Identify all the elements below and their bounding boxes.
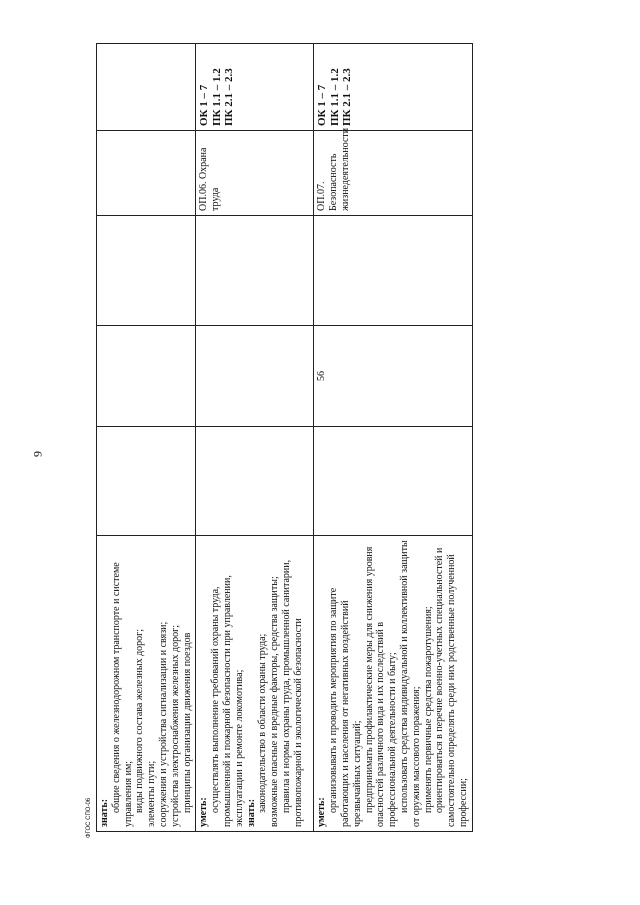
requirement-text: использовать средства индивидуальной и коллективной защиты от оружия массового поражения; xyxy=(398,540,422,827)
competency-code: ПК 2.1 – 2.3 xyxy=(223,68,236,126)
table-row xyxy=(97,44,196,832)
empty-cell xyxy=(97,216,196,326)
competencies-cell xyxy=(196,44,314,131)
competency-code: ПК 1.1 – 1.2 xyxy=(328,68,341,126)
competency-code: ПК 1.1 – 1.2 xyxy=(210,68,223,126)
requirement-text: предпринимать профилактические меры для снижения уровня опасностей различного вида и их последствий в профессиональной деятельности и быту; xyxy=(363,546,399,827)
requirement-text: сооружения и устройства сигнализации и связи; xyxy=(157,621,169,827)
section-heading: уметь: xyxy=(198,797,210,827)
requirement-text: законодательство в области охраны труда; xyxy=(257,633,269,813)
requirement-text: ориентироваться в перечне военно-учетных специальностей и самостоятельно определять среди них родственные полученной профессии; xyxy=(434,547,469,827)
competency-code: ПК 2.1 – 2.3 xyxy=(341,68,354,126)
curriculum-table-rotated xyxy=(96,44,469,832)
hours-cell xyxy=(97,326,196,427)
requirement-text: правила и нормы охраны труда, промышленной санитарии, противопожарной и экологической безопасности xyxy=(280,559,304,827)
requirement-text: общие сведения о железнодорожном транспорте и системе управления им; xyxy=(110,562,134,827)
table-row xyxy=(314,44,472,832)
curriculum-table xyxy=(96,43,473,832)
requirement-text: осуществлять выполнение требований охраны труда, промышленной и пожарной безопасности при управлении, эксплуатации и ремонте локомотива; xyxy=(210,575,245,827)
requirement-text: виды подвижного состава железных дорог; xyxy=(134,628,146,813)
discipline-cell: ОП.06. Охрана труда xyxy=(196,131,314,216)
empty-cell xyxy=(196,427,314,536)
footer-code: ФГОС СПО-06 xyxy=(86,797,92,838)
section-heading: знать: xyxy=(99,798,110,827)
requirement-text: принципы организации движения поездов xyxy=(181,632,193,813)
knowledge-skills-cell xyxy=(314,536,472,832)
competency-code: ОК 1 – 7 xyxy=(198,84,211,126)
empty-cell xyxy=(314,427,472,536)
curriculum-table-body xyxy=(97,44,473,832)
empty-cell xyxy=(97,427,196,536)
empty-cell xyxy=(314,216,472,326)
section-heading: уметь: xyxy=(316,797,328,827)
requirement-text: возможные опасные и вредные факторы, средства защиты; xyxy=(269,576,281,827)
competencies-cell xyxy=(314,44,472,131)
hours-cell: 56 xyxy=(314,326,472,427)
requirement-text: устройства электроснабжения железных дорог; xyxy=(169,625,181,827)
requirement-text: применять первичные средства пожаротушения; xyxy=(422,606,434,813)
competency-code: ОК 1 – 7 xyxy=(316,84,329,126)
section-heading: знать: xyxy=(245,798,257,827)
knowledge-skills-cell xyxy=(196,536,314,832)
page-number: 9 xyxy=(30,451,45,457)
hours-cell xyxy=(196,326,314,427)
competencies-cell xyxy=(97,44,196,131)
table-row xyxy=(196,44,314,832)
knowledge-skills-cell xyxy=(97,536,196,832)
requirement-text: элементы пути; xyxy=(146,760,158,827)
requirement-text: организовывать и проводить мероприятия по защите работающих и населения от негативных воздействий чрезвычайных ситуаций; xyxy=(328,587,363,827)
empty-cell xyxy=(196,216,314,326)
discipline-cell: ОП.07. Безопасность жизнедеятельности xyxy=(314,131,472,216)
discipline-cell xyxy=(97,131,196,216)
